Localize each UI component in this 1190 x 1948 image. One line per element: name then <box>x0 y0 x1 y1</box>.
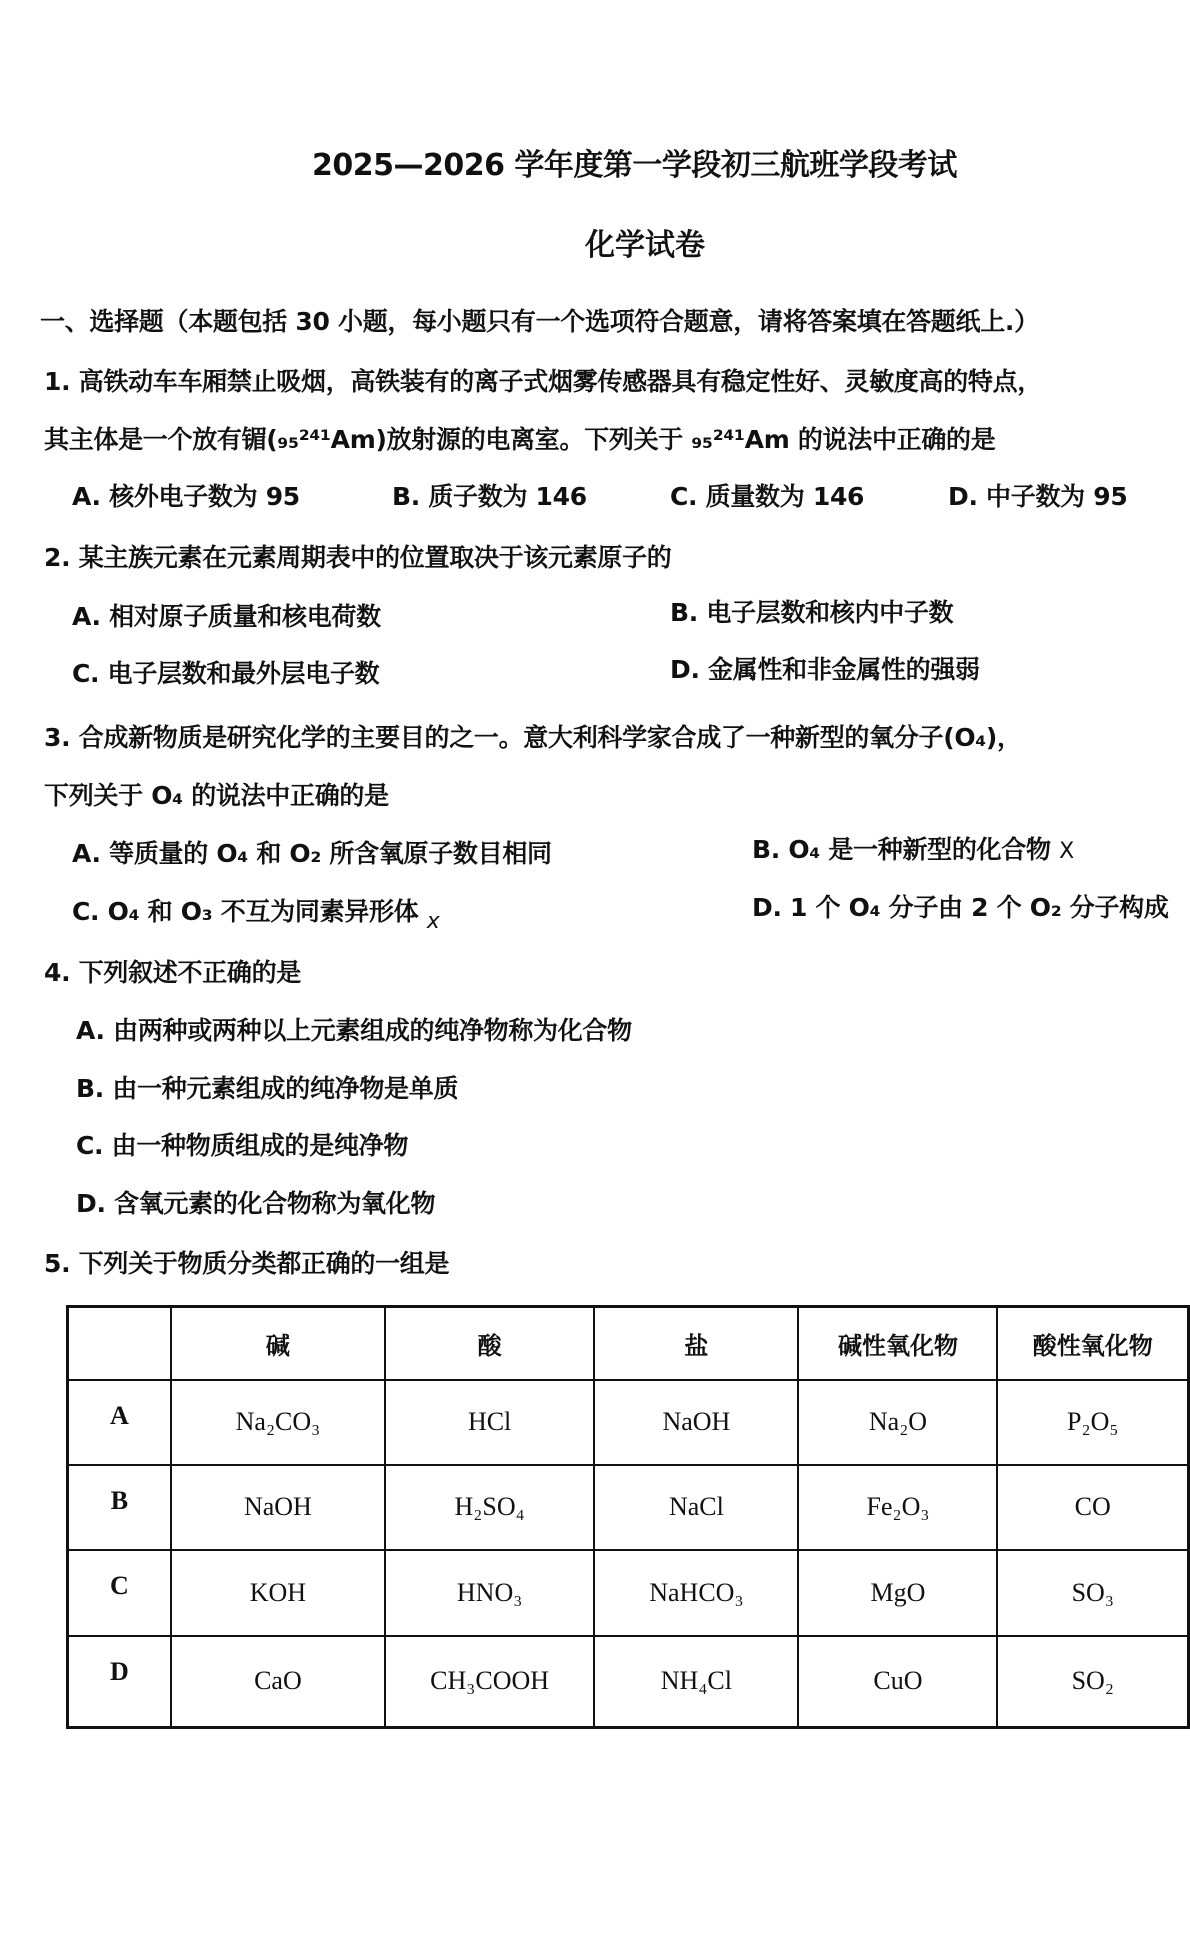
table-cell: SO₃ <box>997 1550 1188 1636</box>
table-header-cell: 盐 <box>594 1307 798 1380</box>
option-b: B. 质子数为 146 <box>392 482 587 511</box>
table-cell: NaOH <box>171 1465 385 1550</box>
option-c: C. 质量数为 146 <box>670 482 865 511</box>
option-d: D. 含氧元素的化合物称为氧化物 <box>76 1189 436 1218</box>
table-row <box>68 1636 1189 1728</box>
table-header-cell <box>68 1307 171 1380</box>
table-header-cell: 碱 <box>171 1307 385 1380</box>
option-b: B. 电子层数和核内中子数 <box>670 598 954 627</box>
option-c: C. 电子层数和最外层电子数 <box>72 659 380 688</box>
option-c-text: C. O₄ 和 O₃ 不互为同素异形体 <box>72 897 419 926</box>
table-cell: Na₂O <box>798 1380 997 1465</box>
handwritten-x-mark: x <box>426 909 440 934</box>
table-row <box>68 1380 1189 1465</box>
table-cell: Na₂CO₃ <box>171 1380 385 1465</box>
table-header-cell: 酸性氧化物 <box>997 1307 1188 1380</box>
option-a: A. 相对原子质量和核电荷数 <box>72 602 381 631</box>
question-stem: 1. 高铁动车车厢禁止吸烟，高铁装有的离子式烟雾传感器具有稳定性好、灵敏度高的特点， <box>44 367 1042 396</box>
table-cell: CaO <box>171 1636 385 1728</box>
row-label: B <box>68 1465 171 1550</box>
table-row <box>68 1550 1189 1636</box>
table-cell: H₂SO₄ <box>385 1465 594 1550</box>
table-cell: NaCl <box>594 1465 798 1550</box>
question-stem: 下列关于 O₄ 的说法中正确的是 <box>44 781 389 810</box>
table-cell: MgO <box>798 1550 997 1636</box>
exam-subtitle: 化学试卷 <box>585 228 705 263</box>
option-d: D. 中子数为 95 <box>948 482 1128 511</box>
classification-table <box>66 1305 1190 1729</box>
handwritten-x-mark: X <box>1059 839 1074 864</box>
table-cell: CH₃COOH <box>385 1636 594 1728</box>
option-a: A. 等质量的 O₄ 和 O₂ 所含氧原子数目相同 <box>72 839 552 868</box>
table-cell: KOH <box>171 1550 385 1636</box>
table-cell: CO <box>997 1465 1188 1550</box>
option-d: D. 1 个 O₄ 分子由 2 个 O₂ 分子构成 <box>752 893 1169 922</box>
table-header-cell: 酸 <box>385 1307 594 1380</box>
section-heading: 一、选择题（本题包括 30 小题，每小题只有一个选项符合题意，请将答案填在答题纸上.） <box>40 307 1039 336</box>
table-cell: HNO₃ <box>385 1550 594 1636</box>
table-cell: Fe₂O₃ <box>798 1465 997 1550</box>
option-b <box>752 830 1074 866</box>
option-b-text: B. O₄ 是一种新型的化合物 <box>752 835 1051 864</box>
table-row <box>68 1465 1189 1550</box>
table-cell: SO₂ <box>997 1636 1188 1728</box>
option-d: D. 金属性和非金属性的强弱 <box>670 655 980 684</box>
option-a: A. 由两种或两种以上元素组成的纯净物称为化合物 <box>76 1016 632 1045</box>
row-label: D <box>68 1636 171 1728</box>
table-cell: NH₄Cl <box>594 1636 798 1728</box>
option-c <box>72 892 440 934</box>
table-cell: NaHCO₃ <box>594 1550 798 1636</box>
question-stem: 5. 下列关于物质分类都正确的一组是 <box>44 1249 450 1278</box>
question-stem: 3. 合成新物质是研究化学的主要目的之一。意大利科学家合成了一种新型的氧分子(O₄)， <box>44 723 1022 752</box>
exam-title: 2025—2026 学年度第一学段初三航班学段考试 <box>312 148 957 183</box>
table-cell: CuO <box>798 1636 997 1728</box>
table-header-row <box>68 1307 1189 1380</box>
option-c: C. 由一种物质组成的是纯净物 <box>76 1131 409 1160</box>
row-label: C <box>68 1550 171 1636</box>
table-cell: NaOH <box>594 1380 798 1465</box>
question-stem: 其主体是一个放有镅(₉₅²⁴¹Am)放射源的电离室。下列关于 ₉₅²⁴¹Am 的说法中正确的是 <box>44 425 996 454</box>
question-stem: 4. 下列叙述不正确的是 <box>44 958 301 987</box>
table-cell: HCl <box>385 1380 594 1465</box>
table-cell: P₂O₅ <box>997 1380 1188 1465</box>
option-b: B. 由一种元素组成的纯净物是单质 <box>76 1074 459 1103</box>
row-label: A <box>68 1380 171 1465</box>
question-stem: 2. 某主族元素在元素周期表中的位置取决于该元素原子的 <box>44 543 672 572</box>
option-a: A. 核外电子数为 95 <box>72 482 300 511</box>
table-header-cell: 碱性氧化物 <box>798 1307 997 1380</box>
